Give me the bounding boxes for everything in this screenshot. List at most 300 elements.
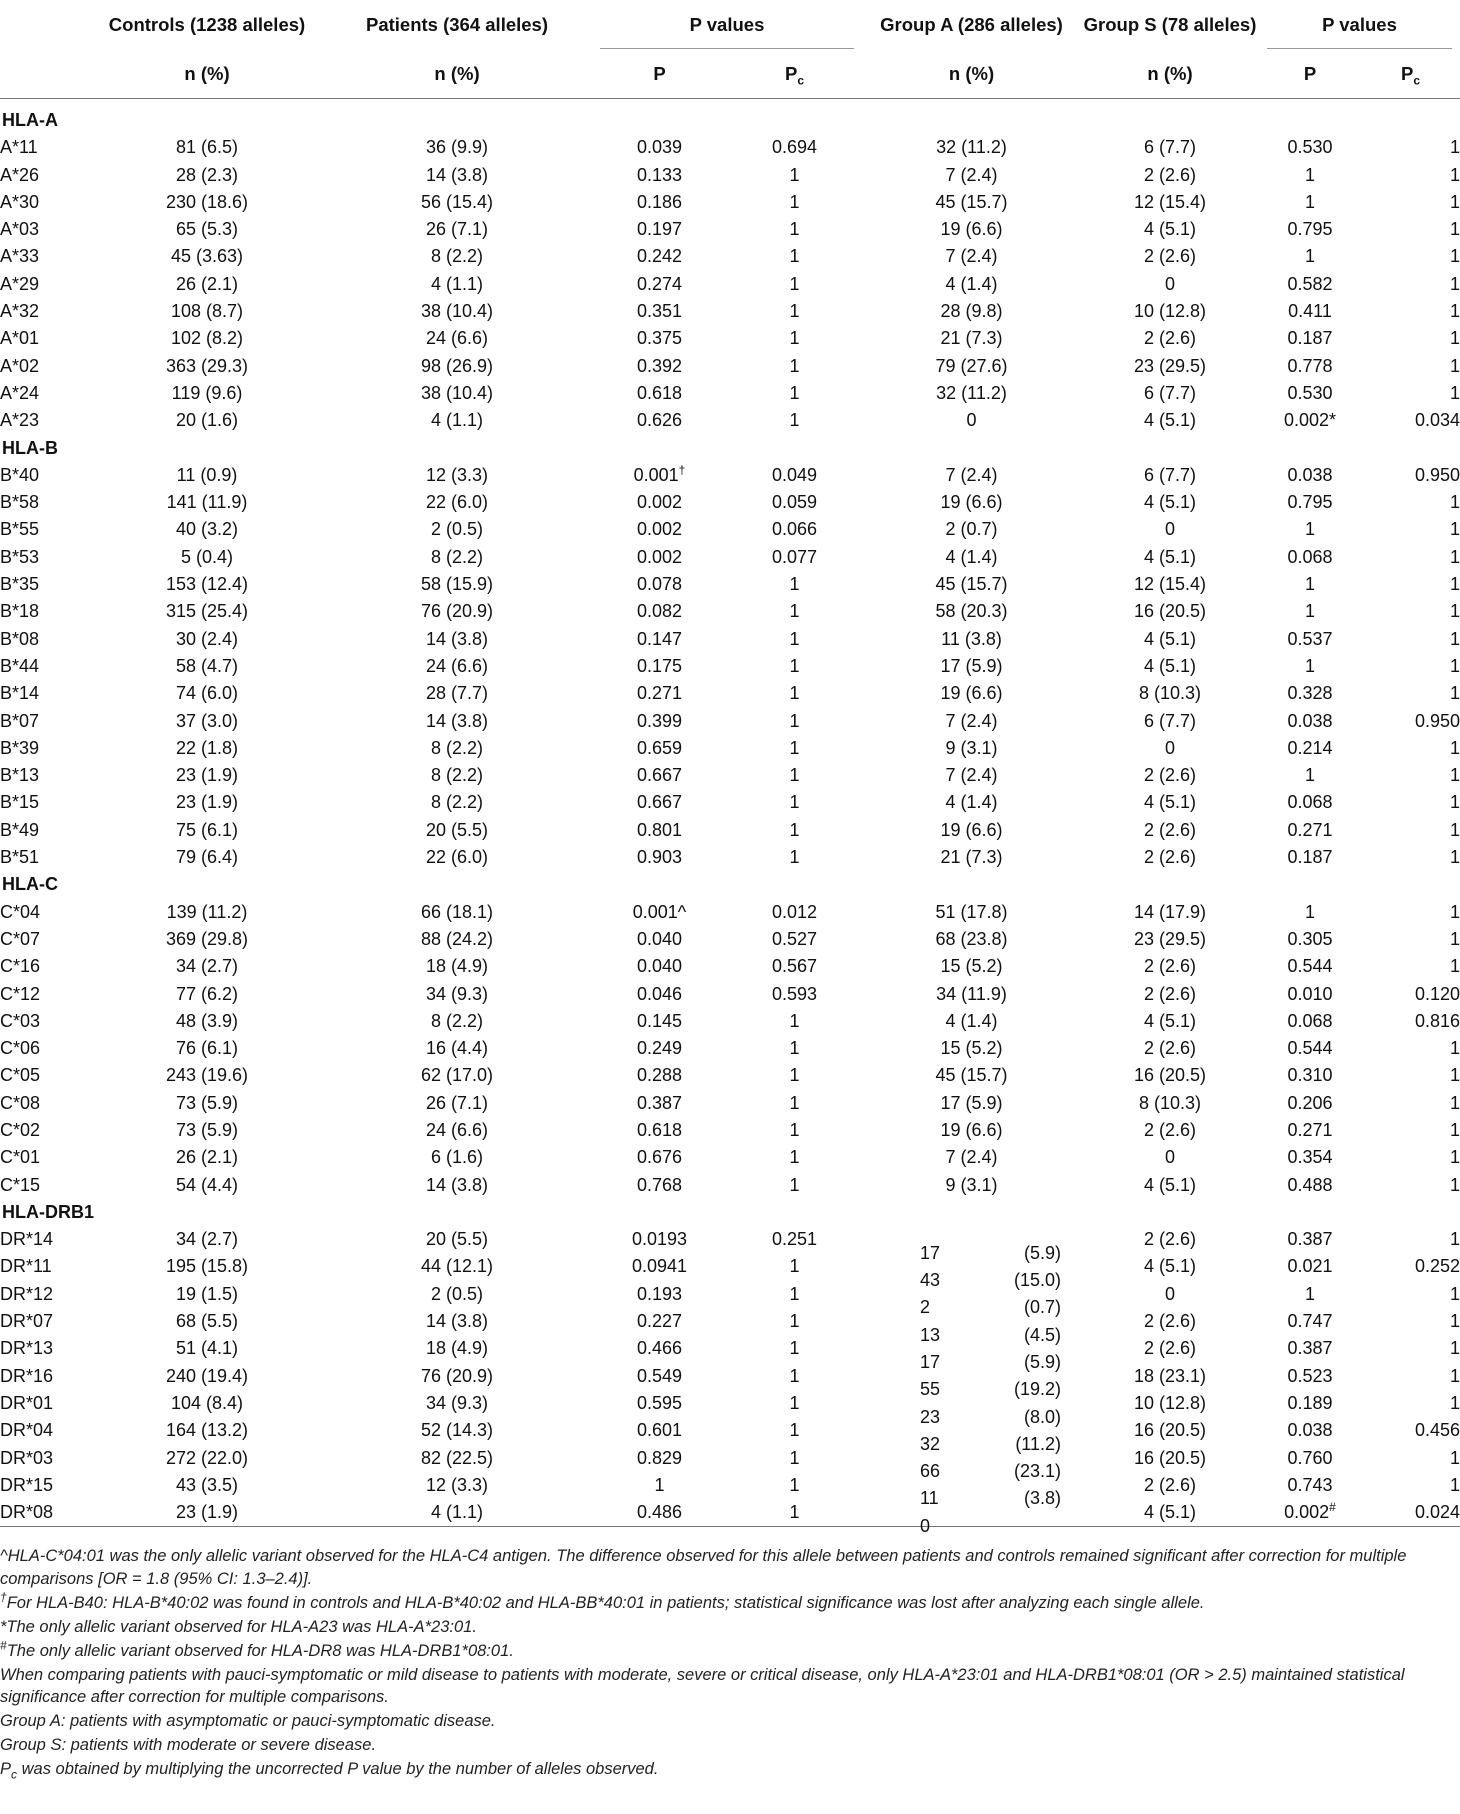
pc-value-2-cell: 1: [1449, 1038, 1460, 1059]
allele-cell: DR*11: [0, 1256, 52, 1277]
pc-value-cell: 1: [789, 219, 800, 240]
p-value-2: 0.310: [1287, 1065, 1333, 1086]
pc-value-2-cell: 1: [1449, 164, 1460, 185]
header-p: P: [592, 50, 727, 99]
controls-cell: 34 (2.7): [175, 1229, 239, 1250]
group-a-cell: [862, 1472, 1081, 1509]
p-value: 1: [654, 1474, 665, 1495]
p-value-cell: [592, 1117, 727, 1144]
p-value-2: 0.328: [1287, 683, 1333, 704]
group-a-n: 23: [920, 1406, 941, 1427]
pc-value-cell: 1: [789, 847, 800, 868]
p-value: 0.399: [636, 710, 683, 731]
p-value: 0.288: [636, 1065, 683, 1086]
pc-value-cell: 0.694: [771, 137, 818, 158]
p-value-2: 0.544: [1287, 956, 1333, 977]
pc-value-cell: 1: [789, 710, 800, 731]
allele-cell: C*12: [0, 983, 41, 1004]
pc-value-cell: 1: [789, 164, 800, 185]
pc-value-2-cell: 1: [1449, 246, 1460, 267]
group-s-cell: 2 (2.6): [1143, 1119, 1197, 1140]
table-row: [0, 1062, 1460, 1089]
pc-value-2-cell: 1: [1449, 519, 1460, 540]
patients-cell: 24 (6.6): [425, 655, 489, 676]
group-s-cell: 4 (5.1): [1143, 410, 1197, 431]
table-row: [0, 762, 1460, 789]
pc-value-2-cell: 1: [1449, 355, 1460, 376]
p-value-cell: [592, 1226, 727, 1253]
pc-value-cell: 0.049: [771, 464, 818, 485]
table-row: [0, 708, 1460, 735]
group-s-cell: 2 (2.6): [1143, 1229, 1197, 1250]
controls-cell: 74 (6.0): [175, 683, 239, 704]
patients-cell: 2 (0.5): [430, 1283, 484, 1304]
table-row: [0, 1090, 1460, 1117]
header-n-pct: n (%): [322, 50, 592, 99]
pc-value-cell: 1: [789, 628, 800, 649]
p-value-2-cell: [1259, 162, 1361, 189]
patients-cell: 8 (2.2): [430, 546, 484, 567]
p-value-2-cell: [1259, 1308, 1361, 1335]
allele-cell: B*51: [0, 847, 40, 868]
header-p: P: [1259, 50, 1361, 99]
footnote-star: *The only allelic variant observed for HLA-A23 was HLA-A*23:01.: [0, 1617, 477, 1636]
p-value: 0.147: [636, 628, 683, 649]
allele-cell: B*15: [0, 792, 40, 813]
p-value-mark: †: [678, 462, 686, 477]
p-value-cell: [592, 844, 727, 871]
group-a-n: 43: [920, 1270, 941, 1291]
pc-value-cell: 1: [789, 574, 800, 595]
pc-value-2-cell: 1: [1449, 1365, 1460, 1386]
p-value-2-cell: [1259, 598, 1361, 625]
group-a-cell: 9 (3.1): [945, 1174, 998, 1195]
allele-cell: DR*03: [0, 1447, 54, 1468]
group-a-cell: 21 (7.3): [940, 847, 1003, 868]
header-p-values-1: P values: [592, 0, 862, 50]
group-a-n: 11: [920, 1488, 939, 1509]
group-a-cell: [862, 1226, 1081, 1263]
pc-value-2-cell: 1: [1449, 1119, 1460, 1140]
p-value-2: 0.582: [1287, 273, 1333, 294]
footnote-group-a: Group A: patients with asymptomatic or pauci-symptomatic disease.: [0, 1712, 496, 1730]
table-row: [0, 1363, 1460, 1390]
p-value: 0.486: [636, 1502, 683, 1523]
p-value-2-cell: [1259, 189, 1361, 216]
pc-value-2-cell: 0.456: [1414, 1420, 1460, 1441]
pc-value-cell: 1: [789, 273, 800, 294]
pc-value-cell: 1: [727, 1499, 862, 1527]
group-a-cell: 9 (3.1): [945, 737, 998, 758]
group-a-cell: [862, 1363, 1081, 1400]
allele-cell: B*53: [0, 546, 40, 567]
p-value-2: 0.747: [1287, 1311, 1333, 1332]
pc-value-2-cell: 1: [1449, 956, 1460, 977]
p-value-cell: [592, 1335, 727, 1362]
p-value-2-cell: [1259, 516, 1361, 543]
group-a-cell: 19 (6.6): [940, 819, 1003, 840]
group-a-cell: 68 (23.8): [935, 928, 1008, 949]
p-value: 0.197: [636, 219, 683, 240]
controls-cell: 22 (1.8): [175, 737, 239, 758]
group-s-cell: 4 (5.1): [1143, 1010, 1197, 1031]
p-value-cell: [592, 817, 727, 844]
p-value: 0.829: [636, 1447, 683, 1468]
table-body: [0, 99, 1460, 1536]
p-value: 0.082: [636, 601, 683, 622]
p-value-cell: [592, 489, 727, 516]
pc-value-2-cell: 1: [1449, 928, 1460, 949]
patients-cell: 24 (6.6): [425, 328, 489, 349]
allele-cell: C*04: [0, 901, 41, 922]
p-value-cell: [592, 325, 727, 352]
group-a-n: 0: [920, 1515, 931, 1536]
p-value-2: 1: [1304, 601, 1315, 622]
p-value-2: 0.021: [1287, 1256, 1333, 1277]
allele-cell: C*08: [0, 1092, 41, 1113]
allele-cell: B*08: [0, 628, 40, 649]
group-s-cell: 4 (5.1): [1143, 792, 1197, 813]
table-row: [0, 1308, 1460, 1335]
patients-cell: 18 (4.9): [425, 1338, 489, 1359]
controls-cell: 20 (1.6): [175, 410, 239, 431]
allele-cell: B*39: [0, 737, 40, 758]
table-row: [0, 899, 1460, 926]
allele-cell: A*11: [0, 137, 38, 158]
pc-value-cell: 1: [789, 1420, 800, 1441]
pc-value-2-cell: 1: [1449, 765, 1460, 786]
controls-cell: 65 (5.3): [175, 219, 239, 240]
p-value-cell: [592, 1499, 727, 1527]
p-value: 0.549: [636, 1365, 683, 1386]
p-value-2: 0.760: [1287, 1447, 1333, 1468]
controls-cell: 153 (12.4): [165, 574, 249, 595]
pc-value-cell: 1: [789, 1147, 800, 1168]
pc-value-cell: 1: [789, 1038, 800, 1059]
group-s-cell: 2 (2.6): [1143, 983, 1197, 1004]
p-value-2-cell: [1259, 1499, 1361, 1527]
p-value-cell: [592, 1008, 727, 1035]
table-row: [0, 1499, 1460, 1527]
p-value-2: 0.206: [1287, 1092, 1333, 1113]
header-pc: $P_c$: [1361, 50, 1460, 99]
p-value-2-cell: [1259, 653, 1361, 680]
p-value-2: 1: [1304, 1283, 1315, 1304]
patients-cell: 36 (9.9): [425, 137, 489, 158]
p-value-2-cell: [1259, 708, 1361, 735]
p-value-cell: [592, 1417, 727, 1444]
p-value-2: 0.743: [1287, 1474, 1333, 1495]
group-a-cell: [862, 1281, 1081, 1318]
p-value-2: 0.002*: [1283, 410, 1337, 431]
section-title: HLA-DRB1: [2, 1201, 94, 1222]
allele-cell: C*03: [0, 1010, 41, 1031]
pc-value-2-cell: 1: [1449, 328, 1460, 349]
pc-value-2-cell: 1: [1449, 1065, 1460, 1086]
controls-cell: 108 (8.7): [170, 301, 244, 322]
patients-cell: 16 (4.4): [425, 1038, 489, 1059]
allele-cell: A*32: [0, 301, 40, 322]
pc-value-cell: 1: [789, 382, 800, 403]
group-a-cell: 32 (11.2): [936, 137, 1007, 158]
pc-value-cell: 0.593: [771, 983, 818, 1004]
pc-value-2-cell: 1: [1449, 546, 1460, 567]
p-value-2: 0.795: [1287, 219, 1333, 240]
pc-value-cell: 1: [789, 737, 800, 758]
table-row: [0, 298, 1460, 325]
allele-cell: A*29: [0, 273, 40, 294]
group-a-cell: 0: [966, 410, 977, 431]
pc-value-cell: 1: [789, 1447, 800, 1468]
p-value-cell: [592, 981, 727, 1008]
p-value-cell: [592, 1253, 727, 1280]
p-value-2: 1: [1304, 164, 1315, 185]
pc-value-cell: 1: [789, 1065, 800, 1086]
group-s-cell: 23 (29.5): [1133, 355, 1207, 376]
p-value-2-cell: [1259, 353, 1361, 380]
patients-cell: 8 (2.2): [430, 1010, 484, 1031]
p-value-2-cell: [1259, 1253, 1361, 1280]
table-row: [0, 1335, 1460, 1362]
group-a-pct: (8.0): [1023, 1406, 1061, 1427]
table-row: [0, 653, 1460, 680]
pc-value-2-cell: 1: [1449, 1147, 1460, 1168]
table-row: [0, 1472, 1460, 1499]
allele-cell: C*07: [0, 928, 41, 949]
section-title: HLA-B: [2, 437, 58, 458]
p-value-cell: [592, 789, 727, 816]
p-value-cell: [592, 216, 727, 243]
patients-cell: 4 (1.1): [322, 1499, 592, 1527]
controls-cell: 19 (1.5): [175, 1283, 239, 1304]
patients-cell: 22 (6.0): [425, 847, 489, 868]
p-value-cell: [592, 243, 727, 270]
patients-cell: 38 (10.4): [420, 382, 494, 403]
p-value: 0.046: [636, 983, 683, 1004]
p-value-cell: [592, 1172, 727, 1199]
p-value-2-cell: [1259, 271, 1361, 298]
group-s-cell: 2 (2.6): [1143, 1311, 1197, 1332]
pc-value-cell: 1: [789, 191, 800, 212]
p-value-2: 1: [1304, 655, 1315, 676]
allele-cell: A*33: [0, 246, 40, 267]
patients-cell: 66 (18.1): [420, 901, 494, 922]
p-value-cell: [592, 653, 727, 680]
group-a-pct: (5.9): [1023, 1242, 1061, 1263]
table-row: [0, 243, 1460, 270]
table-row: [0, 162, 1460, 189]
group-a-cell: [862, 1253, 1081, 1291]
p-value-2: 0.038: [1287, 464, 1333, 485]
p-value-cell: [592, 1445, 727, 1472]
p-value-2: 1: [1304, 765, 1315, 786]
table-row: [0, 271, 1460, 298]
p-value-cell: [592, 134, 727, 161]
controls-cell: 23 (1.9): [92, 1499, 322, 1527]
group-s-cell: 12 (15.4): [1133, 574, 1207, 595]
group-s-cell: 0: [1164, 737, 1175, 758]
pc-value-cell: 1: [789, 1311, 800, 1332]
table-row: [0, 1390, 1460, 1417]
group-a-cell: 7 (2.4): [945, 1147, 998, 1168]
allele-cell: C*05: [0, 1065, 41, 1086]
group-s-cell: 4 (5.1): [1143, 655, 1197, 676]
group-a-cell: 7 (2.4): [945, 710, 998, 731]
group-a-pct: (19.2): [1013, 1379, 1061, 1400]
pc-value-cell: 1: [789, 1474, 800, 1495]
p-value: 0.249: [636, 1038, 683, 1059]
table-row: [0, 1035, 1460, 1062]
p-value-cell: [592, 626, 727, 653]
group-s-cell: 0: [1164, 519, 1175, 540]
group-a-cell: 15 (5.2): [940, 1038, 1003, 1059]
p-value-cell: [592, 162, 727, 189]
patients-cell: 88 (24.2): [420, 928, 494, 949]
group-s-cell: 16 (20.5): [1133, 1447, 1207, 1468]
p-value-2-mark: #: [1329, 1500, 1336, 1515]
p-value: 0.040: [636, 928, 683, 949]
p-value: 0.0193: [631, 1229, 688, 1250]
p-value-2: 0.271: [1287, 1119, 1333, 1140]
patients-cell: 82 (22.5): [420, 1447, 494, 1468]
p-value: 0.659: [636, 737, 683, 758]
table-row: [0, 571, 1460, 598]
p-value-2: 1: [1304, 246, 1315, 267]
group-a-cell: 32 (11.2): [936, 382, 1007, 403]
table-row: [0, 626, 1460, 653]
header-empty-cell: [0, 50, 92, 99]
pc-value-2-cell: 1: [1449, 219, 1460, 240]
table-row: [0, 1008, 1460, 1035]
p-value: 0.145: [636, 1010, 683, 1031]
group-s-cell: 16 (20.5): [1133, 1420, 1207, 1441]
group-a-cell: 45 (15.7): [935, 574, 1008, 595]
group-s-cell: 18 (23.1): [1133, 1365, 1207, 1386]
p-value: 0.466: [636, 1338, 683, 1359]
pc-value-cell: 1: [789, 246, 800, 267]
controls-cell: 68 (5.5): [175, 1311, 239, 1332]
p-value-2: 0.187: [1287, 847, 1333, 868]
header-n-pct: n (%): [92, 50, 322, 99]
table-row: [0, 1117, 1460, 1144]
group-a-pct: (0.7): [1023, 1297, 1061, 1318]
section-row: [0, 99, 1460, 135]
p-value-2: 0.038: [1287, 1420, 1333, 1441]
table-row: [0, 1226, 1460, 1253]
patients-cell: 24 (6.6): [425, 1119, 489, 1140]
table-row: [0, 489, 1460, 516]
p-value-2: 0.523: [1287, 1365, 1333, 1386]
pc-value-2-cell: 1: [1449, 1447, 1460, 1468]
patients-cell: 34 (9.3): [425, 1392, 489, 1413]
patients-cell: 12 (3.3): [425, 1474, 489, 1495]
p-value-2: 0.537: [1287, 628, 1333, 649]
group-a-cell: 7 (2.4): [945, 765, 998, 786]
patients-cell: 58 (15.9): [420, 574, 494, 595]
allele-cell: B*44: [0, 655, 40, 676]
p-value-2-cell: [1259, 1445, 1361, 1472]
group-a-cell: 2 (0.7): [945, 519, 998, 540]
group-s-cell: 10 (12.8): [1133, 301, 1207, 322]
group-a-cell: 4 (1.4): [945, 1010, 998, 1031]
controls-cell: 45 (3.63): [170, 246, 244, 267]
table-row: [0, 598, 1460, 625]
patients-cell: 56 (15.4): [420, 191, 494, 212]
group-s-cell: 8 (10.3): [1138, 683, 1202, 704]
group-s-cell: 6 (7.7): [1143, 710, 1197, 731]
footnote-group-s: Group S: patients with moderate or severe disease.: [0, 1736, 377, 1754]
p-value-2: 0.002: [1284, 1502, 1330, 1523]
allele-cell: DR*08: [0, 1499, 92, 1527]
footnotes: [0, 1545, 1455, 1782]
patients-cell: 20 (5.5): [425, 819, 489, 840]
p-value-2-cell: [1259, 1363, 1361, 1390]
p-value-cell: [592, 708, 727, 735]
controls-cell: 26 (2.1): [175, 273, 239, 294]
group-s-cell: 12 (15.4): [1133, 191, 1207, 212]
p-value-cell: [592, 735, 727, 762]
footnote-hash: #The only allelic variant observed for HLA-DR8 was HLA-DRB1*08:01.: [0, 1638, 514, 1660]
group-s-cell: 4 (5.1): [1143, 628, 1197, 649]
table-row: [0, 817, 1460, 844]
controls-cell: 43 (3.5): [175, 1474, 239, 1495]
group-a-cell: 11 (3.8): [941, 628, 1002, 649]
group-a-cell: 19 (6.6): [940, 1119, 1003, 1140]
patients-cell: 4 (1.1): [430, 273, 484, 294]
group-a-cell: 7 (2.4): [945, 464, 998, 485]
group-s-cell: 2 (2.6): [1143, 1338, 1197, 1359]
patients-cell: 62 (17.0): [420, 1065, 494, 1086]
group-s-cell: 16 (20.5): [1133, 601, 1207, 622]
controls-cell: 195 (15.8): [165, 1256, 249, 1277]
group-a-cell: 28 (9.8): [940, 301, 1003, 322]
group-a-cell: 34 (11.9): [936, 983, 1007, 1004]
p-value-2-cell: [1259, 926, 1361, 953]
section-title: HLA-C: [2, 874, 58, 895]
p-value: 0.271: [636, 683, 683, 704]
header-row-sub: [0, 50, 1460, 99]
p-value-cell: [592, 571, 727, 598]
group-a-cell: 7 (2.4): [945, 246, 998, 267]
p-value-2: 0.271: [1287, 819, 1333, 840]
group-s-cell: 10 (12.8): [1133, 1392, 1207, 1413]
controls-cell: 75 (6.1): [175, 819, 239, 840]
allele-cell: A*26: [0, 164, 40, 185]
allele-cell: C*02: [0, 1119, 41, 1140]
patients-cell: 2 (0.5): [430, 519, 484, 540]
allele-cell: C*01: [0, 1147, 41, 1168]
allele-cell: A*30: [0, 191, 40, 212]
group-a-cell: 51 (17.8): [935, 901, 1008, 922]
p-value-2-cell: [1259, 789, 1361, 816]
pc-value-cell: 1: [789, 355, 800, 376]
allele-cell: A*23: [0, 410, 40, 431]
p-value: 0.392: [636, 355, 683, 376]
patients-cell: 38 (10.4): [420, 301, 494, 322]
group-a-pct: (4.5): [1023, 1324, 1061, 1345]
allele-cell: DR*07: [0, 1311, 54, 1332]
controls-cell: 5 (0.4): [180, 546, 234, 567]
footnote-caret: ^HLA-C*04:01 was the only allelic variant observed for the HLA-C4 antigen. The difference observed for this allele between patients and controls remained significant after correction for multiple comparisons [OR = 1.8 (95% CI: 1.3–2.4)].: [0, 1547, 1407, 1588]
pc-value-2-cell: 1: [1449, 1229, 1460, 1250]
group-s-cell: 4 (5.1): [1143, 1174, 1197, 1195]
pc-value-cell: 1: [789, 1174, 800, 1195]
p-value-2-cell: [1259, 1417, 1361, 1444]
group-a-cell: [862, 1499, 1081, 1536]
p-value-cell: [592, 1363, 727, 1390]
p-value: 0.387: [636, 1092, 683, 1113]
p-value: 0.351: [636, 301, 683, 322]
